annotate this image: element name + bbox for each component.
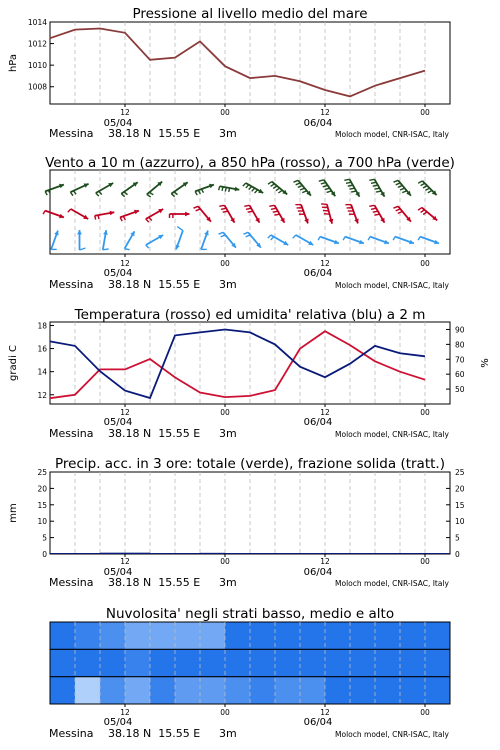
cloud-cell (225, 622, 251, 649)
cloud-cell (425, 622, 451, 649)
wind-barb (268, 235, 288, 245)
cloud-cell (175, 622, 201, 649)
cloud-cell (150, 649, 176, 676)
x-tick-label: 00 (420, 408, 430, 417)
barb-feather (248, 211, 253, 212)
wind-barb (125, 231, 135, 249)
barb-feather (255, 190, 258, 193)
location-label: Messina (49, 278, 94, 291)
cloud-cell (50, 622, 76, 649)
barb-feather (376, 191, 381, 192)
barb-feather (373, 211, 378, 212)
x-tick-label: 00 (420, 708, 430, 717)
wind-barb (243, 183, 263, 193)
wind-barb (418, 208, 437, 221)
x-date-label: 06/04 (303, 717, 333, 728)
y-tick-label: 1010 (27, 61, 47, 71)
y-tick-label: 10 (37, 517, 47, 527)
cloud-cell (75, 677, 101, 704)
cloud-cell (75, 649, 101, 676)
wind-barb (146, 209, 163, 222)
barb-feather (373, 185, 378, 186)
x-tick-label: 00 (420, 259, 430, 268)
model-label: Moloch model, CNR-ISAC, Italy (335, 281, 449, 290)
barb-feather (278, 190, 282, 193)
y-right-tick-label: 90 (455, 325, 465, 335)
location-label: Messina (49, 127, 94, 140)
barb-feather (225, 187, 226, 191)
x-tick-label: 00 (420, 108, 430, 117)
barb-feather (418, 237, 420, 241)
barb-head (77, 230, 82, 234)
cloud-cell (100, 622, 126, 649)
wind-barb (201, 231, 209, 250)
cloud-cell (250, 622, 276, 649)
precip-bar (350, 553, 375, 554)
cloud-cell (325, 622, 351, 649)
barb-feather (198, 190, 200, 194)
barb-feather (223, 211, 228, 212)
barb-feather (123, 216, 125, 220)
cloud-cell (425, 677, 451, 704)
x-tick-label: 12 (320, 408, 330, 417)
barb-feather (219, 232, 224, 234)
humidity-line (50, 330, 425, 399)
wind-barb (219, 186, 240, 192)
precip-bar (275, 553, 300, 554)
y-tick-label: 1008 (27, 82, 47, 92)
x-date-label: 05/04 (103, 118, 133, 129)
wind-barb (195, 184, 214, 195)
barb-feather (425, 188, 429, 190)
barb-feather (125, 249, 130, 250)
location-label: Messina (49, 576, 94, 589)
y-tick-label: 0 (42, 550, 47, 559)
barb-feather (202, 189, 204, 193)
x-date-label: 05/04 (103, 268, 133, 279)
cloud-cell (125, 677, 151, 704)
barb-head (185, 212, 189, 217)
cloud-cell (250, 677, 276, 704)
cloud-cell (350, 677, 376, 704)
barb-feather (273, 211, 278, 212)
wind-barb (344, 179, 359, 196)
barb-feather (96, 193, 99, 196)
wind-barb (345, 205, 358, 224)
wind-barb (43, 211, 64, 219)
barb-feather (398, 186, 403, 188)
barb-feather (95, 216, 96, 220)
y-axis-label: mm (8, 503, 19, 523)
precip-bar (375, 553, 400, 554)
wind-barb (244, 205, 259, 222)
wind-barb (294, 180, 311, 195)
precip-bar (125, 553, 150, 554)
barb-feather (402, 191, 407, 193)
wind-barb (418, 237, 439, 245)
x-date-label: 05/04 (103, 567, 133, 578)
wind-barb (318, 237, 339, 245)
barb-feather (323, 185, 328, 186)
cloud-cell (75, 622, 101, 649)
barb-feather (177, 227, 183, 231)
cloud-cell (50, 677, 76, 704)
cloud-cell (125, 649, 151, 676)
wind-barb (321, 204, 333, 224)
x-tick-label: 00 (220, 557, 230, 566)
cloud-cell (350, 649, 376, 676)
precip-bar (100, 553, 125, 554)
barb-feather (349, 188, 354, 189)
barb-feather (374, 188, 379, 189)
barb-feather (271, 237, 274, 240)
cloud-cell (400, 677, 426, 704)
barb-feather (120, 217, 122, 221)
barb-feather (68, 209, 71, 212)
y-right-tick-label: 15 (455, 500, 465, 510)
elevation-label: 3m (219, 727, 237, 740)
model-label: Moloch model, CNR-ISAC, Italy (335, 430, 449, 439)
cloud-cell (325, 677, 351, 704)
cloud-cell (200, 677, 226, 704)
model-label: Moloch model, CNR-ISAC, Italy (335, 730, 449, 739)
wind-barb (121, 182, 137, 196)
wind-barb (418, 181, 436, 195)
barb-feather (146, 219, 149, 222)
y-right-tick-label: 25 (455, 468, 465, 477)
location-label: Messina (49, 727, 94, 740)
y-right-tick-label: 50 (455, 385, 465, 395)
y-tick-label: 12 (37, 390, 47, 400)
barb-feather (418, 181, 422, 183)
chart-title: Precip. acc. in 3 ore: totale (verde), frazione solida (tratt.) (55, 456, 445, 472)
y-axis-label: hPa (8, 53, 19, 73)
wind-barb (369, 179, 384, 196)
wind-barb (319, 180, 335, 196)
cloud-cell (400, 649, 426, 676)
barb-feather (344, 179, 349, 180)
barb-feather (246, 208, 251, 209)
precip-bar (425, 553, 450, 554)
wind-barb (103, 230, 109, 250)
barb-feather (400, 188, 405, 190)
y-right-tick-label: 0 (455, 550, 460, 559)
barb-feather (171, 194, 174, 197)
wind-barb (295, 205, 308, 224)
wind-barb (244, 232, 261, 247)
barb-feather (421, 210, 425, 213)
precip-bar (75, 553, 100, 554)
wind-barb (369, 205, 384, 222)
y-right-tick-label: 5 (455, 533, 460, 543)
barb-feather (368, 237, 370, 241)
barb-feather (398, 212, 403, 214)
cloud-cell (350, 622, 376, 649)
x-tick-label: 12 (120, 708, 130, 717)
cloud-cell (400, 622, 426, 649)
barb-feather (374, 214, 379, 215)
coords-label: 38.18 N 15.55 E (108, 427, 201, 440)
wind-barb (95, 211, 115, 220)
x-date-label: 06/04 (303, 118, 333, 129)
barb-feather (276, 188, 280, 191)
cloud-cell (50, 649, 76, 676)
cloud-cell (175, 677, 201, 704)
coords-label: 38.18 N 15.55 E (108, 576, 201, 589)
wind-barb (120, 210, 139, 221)
wind-barb (51, 231, 59, 250)
barb-feather (43, 211, 45, 215)
wind-barb (68, 209, 88, 219)
barb-feather (268, 182, 272, 185)
x-tick-label: 12 (120, 108, 130, 117)
precip-bar (50, 553, 75, 554)
y-right-tick-label: 60 (455, 370, 465, 380)
precipitation-frame (50, 472, 450, 554)
barb-feather (146, 245, 149, 248)
y-tick-label: 25 (37, 468, 47, 477)
barb-feather (221, 208, 226, 209)
cloud-cell (425, 649, 451, 676)
cloud-cell (225, 649, 251, 676)
x-tick-label: 12 (120, 408, 130, 417)
wind-barb (171, 182, 187, 196)
model-label: Moloch model, CNR-ISAC, Italy (335, 130, 449, 139)
barb-feather (98, 215, 99, 219)
cloud-cell (300, 622, 326, 649)
x-tick-label: 12 (320, 557, 330, 566)
y-tick-label: 18 (37, 321, 47, 331)
chart-title: Pressione al livello medio del mare (132, 6, 368, 22)
y-right-tick-label: 10 (455, 517, 465, 527)
barb-feather (246, 185, 249, 188)
precip-bar (150, 553, 175, 554)
barb-feather (302, 191, 307, 193)
x-tick-label: 12 (320, 108, 330, 117)
x-tick-label: 00 (220, 108, 230, 117)
elevation-label: 3m (219, 127, 237, 140)
barb-feather (421, 183, 425, 185)
cloud-cell (275, 649, 301, 676)
wind-barb (194, 206, 211, 221)
chart-title: Nuvolosita' negli strati basso, medio e alto (105, 606, 395, 622)
wind-barb (393, 237, 414, 245)
cloud-cell (100, 649, 126, 676)
wind-barb (219, 232, 236, 247)
barb-feather (325, 188, 330, 189)
barb-feather (394, 206, 399, 208)
wind-barb (170, 212, 190, 218)
barb-feather (268, 235, 271, 238)
x-date-label: 05/04 (103, 717, 133, 728)
wind-barb (293, 235, 313, 245)
wind-barb (268, 182, 287, 195)
y-right-tick-label: 70 (455, 355, 465, 365)
model-label: Moloch model, CNR-ISAC, Italy (335, 579, 449, 588)
elevation-label: 3m (219, 278, 237, 291)
pressure-frame (50, 22, 450, 104)
barb-feather (348, 185, 353, 186)
barb-feather (274, 214, 279, 215)
cloud-cell (375, 649, 401, 676)
coords-label: 38.18 N 15.55 E (108, 727, 201, 740)
barb-feather (252, 188, 255, 191)
wind-barb (343, 237, 364, 245)
x-date-label: 06/04 (303, 567, 333, 578)
cloud-cell (275, 622, 301, 649)
chart-title: Temperatura (rosso) ed umidita' relativa (blu) a 2 m (74, 307, 426, 323)
wind-barb (96, 183, 113, 196)
cloud-cell (275, 677, 301, 704)
barb-feather (428, 191, 432, 193)
x-tick-label: 00 (220, 708, 230, 717)
barb-feather (396, 209, 401, 211)
cloud-cell (100, 677, 126, 704)
temperature-line (50, 331, 425, 398)
barb-feather (219, 186, 220, 190)
elevation-label: 3m (219, 427, 237, 440)
cloud-cell (300, 677, 326, 704)
wind-barb (77, 230, 85, 250)
cloud-cell (200, 622, 226, 649)
barb-feather (294, 180, 299, 182)
wind-barb (368, 237, 389, 245)
barb-feather (371, 182, 376, 183)
wind-barb (394, 206, 411, 221)
cloud-cell (250, 649, 276, 676)
precip-bar (200, 553, 225, 554)
cloud-cell (125, 622, 151, 649)
y-axis-label: gradi C (8, 345, 19, 381)
barb-feather (70, 192, 73, 196)
wind-barb (147, 182, 162, 197)
barb-feather (244, 205, 249, 206)
x-tick-label: 00 (420, 557, 430, 566)
elevation-label: 3m (219, 576, 237, 589)
cloud-cell (300, 649, 326, 676)
barb-feather (243, 183, 246, 186)
precip-bar (225, 553, 250, 554)
barb-feather (327, 191, 332, 193)
barb-feather (45, 191, 47, 195)
y-tick-label: 5 (42, 533, 47, 543)
wind-barb (269, 205, 284, 222)
cloud-cell (200, 649, 226, 676)
cloud-cell (175, 649, 201, 676)
barb-feather (219, 205, 224, 206)
x-tick-label: 00 (220, 259, 230, 268)
x-tick-label: 12 (320, 259, 330, 268)
barb-feather (195, 191, 197, 195)
precip-bar (175, 553, 200, 554)
wind-barb (394, 180, 411, 195)
x-tick-label: 12 (120, 259, 130, 268)
barb-feather (418, 208, 422, 211)
y-tick-label: 15 (37, 500, 47, 510)
barb-feather (324, 214, 330, 215)
location-label: Messina (49, 427, 94, 440)
barb-feather (196, 209, 201, 211)
cloud-cell (150, 622, 176, 649)
x-date-label: 05/04 (103, 417, 133, 428)
barb-feather (321, 183, 326, 184)
temperature-frame (50, 322, 450, 404)
x-date-label: 06/04 (303, 417, 333, 428)
y-tick-label: 14 (37, 367, 47, 377)
wind-barb (175, 227, 183, 250)
x-date-label: 06/04 (303, 268, 333, 279)
barb-feather (121, 194, 124, 197)
barb-feather (293, 235, 296, 238)
cloud-cell (375, 622, 401, 649)
barb-feather (229, 188, 230, 192)
barb-feather (393, 237, 395, 241)
barb-feather (394, 180, 399, 182)
y-tick-label: 1012 (27, 39, 47, 49)
y-right-tick-label: 80 (455, 340, 465, 350)
x-tick-label: 12 (120, 557, 130, 566)
barb-feather (346, 182, 351, 183)
barb-feather (222, 187, 223, 191)
barb-feather (271, 184, 275, 187)
barb-feather (318, 237, 320, 241)
cloud-cell (325, 649, 351, 676)
precip-bar (300, 553, 325, 554)
barb-feather (371, 208, 376, 209)
barb-feather (103, 249, 109, 250)
barb-feather (300, 188, 305, 190)
pressure-line (50, 29, 425, 97)
barb-feather (351, 191, 356, 192)
wind-barb (70, 184, 88, 196)
wind-barb (45, 184, 64, 195)
x-tick-label: 00 (220, 408, 230, 417)
coords-label: 38.18 N 15.55 E (108, 127, 201, 140)
cloud-cell (225, 677, 251, 704)
wind-barb (146, 235, 163, 248)
precip-bar (250, 553, 275, 554)
barb-feather (269, 205, 274, 206)
barb-feather (244, 232, 249, 234)
barb-feather (298, 186, 303, 188)
precip-bar (400, 553, 425, 554)
barb-feather (319, 180, 324, 181)
barb-feather (369, 179, 374, 180)
barb-feather (271, 208, 276, 209)
chart-title: Vento a 10 m (azzurro), a 850 hPa (rosso), a 700 hPa (verde) (45, 155, 455, 171)
barb-feather (369, 205, 374, 206)
y-tick-label: 16 (37, 344, 47, 354)
barb-feather (343, 237, 345, 241)
cloud-cell (150, 677, 176, 704)
coords-label: 38.18 N 15.55 E (108, 278, 201, 291)
cloud-cell (375, 677, 401, 704)
barb-feather (194, 206, 199, 208)
y-right-axis-label: % (480, 358, 491, 368)
precip-bar (325, 553, 350, 554)
wind-barb (219, 205, 234, 222)
y-tick-label: 20 (37, 484, 47, 494)
x-tick-label: 12 (320, 708, 330, 717)
y-right-tick-label: 20 (455, 484, 465, 494)
y-tick-label: 1014 (27, 18, 47, 27)
